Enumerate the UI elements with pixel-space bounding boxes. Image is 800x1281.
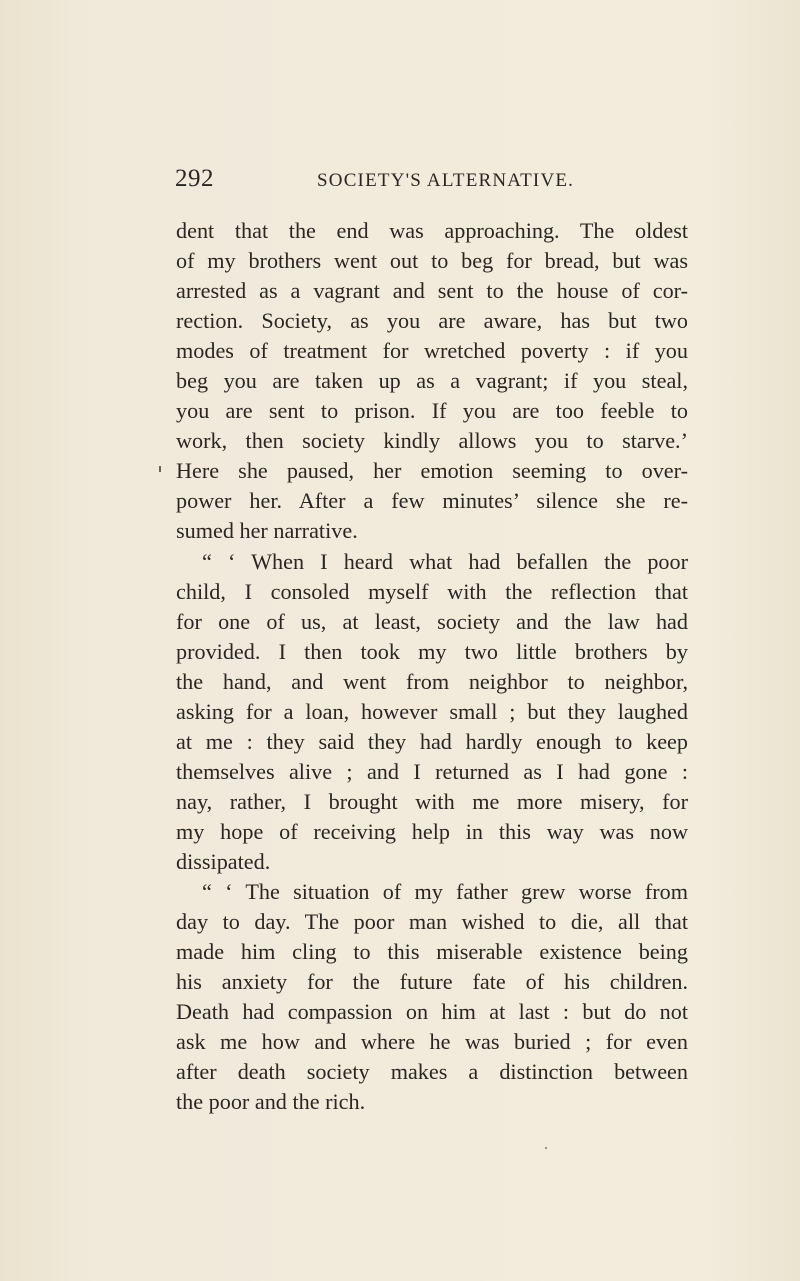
text-line: made him cling to this miserable existence being [176,939,688,965]
paper-speck [545,1147,547,1149]
text-line: themselves alive ; and I returned as I had gone : [176,758,688,784]
text-line: sumed her narrative. [176,518,358,544]
text-line: power her. After a few minutes’ silence she re- [176,488,688,514]
page-header [175,165,685,199]
body-text [176,216,688,1117]
text-line: after death society makes a distinction between [176,1059,688,1085]
text-line: asking for a loan, however small ; but they laughed [176,698,688,724]
text-line: the hand, and went from neighbor to neighbor, [176,668,688,694]
text-line: of my brothers went out to beg for bread, but was [176,248,688,274]
text-line: “ ‘ When I heard what had befallen the poor [202,548,688,574]
text-line: ask me how and where he was buried ; for even [176,1029,688,1055]
text-line: dissipated. [176,848,271,874]
text-line: for one of us, at least, society and the law had [176,608,688,634]
text-line: nay, rather, I brought with me more misery, for [176,788,688,814]
text-line: work, then society kindly allows you to starve.’ [176,428,688,454]
text-line: at me : they said they had hardly enough to keep [176,728,688,754]
text-line: you are sent to prison. If you are too feeble to [176,398,688,424]
text-line: child, I consoled myself with the reflection that [176,578,688,604]
margin-ink-mark [159,466,161,472]
text-line: rection. Society, as you are aware, has but two [176,308,688,334]
text-line: Death had compassion on him at last : but do not [176,999,688,1025]
text-line: Here she paused, her emotion seeming to over- [176,458,688,484]
text-line: “ ‘ The situation of my father grew worse from [202,879,688,905]
text-line: beg you are taken up as a vagrant; if you steal, [176,368,688,394]
text-line: arrested as a vagrant and sent to the house of cor- [176,278,688,304]
text-line: modes of treatment for wretched poverty : if you [176,338,688,364]
text-line: dent that the end was approaching. The oldest [176,218,688,243]
page-number: 292 [175,165,214,192]
running-title: SOCIETY'S ALTERNATIVE. [317,170,575,191]
text-line: my hope of receiving help in this way was now [176,818,688,844]
text-line: day to day. The poor man wished to die, all that [176,909,688,935]
text-line: his anxiety for the future fate of his children. [176,969,688,995]
text-line: provided. I then took my two little brothers by [176,638,688,664]
text-line: the poor and the rich. [176,1089,366,1115]
